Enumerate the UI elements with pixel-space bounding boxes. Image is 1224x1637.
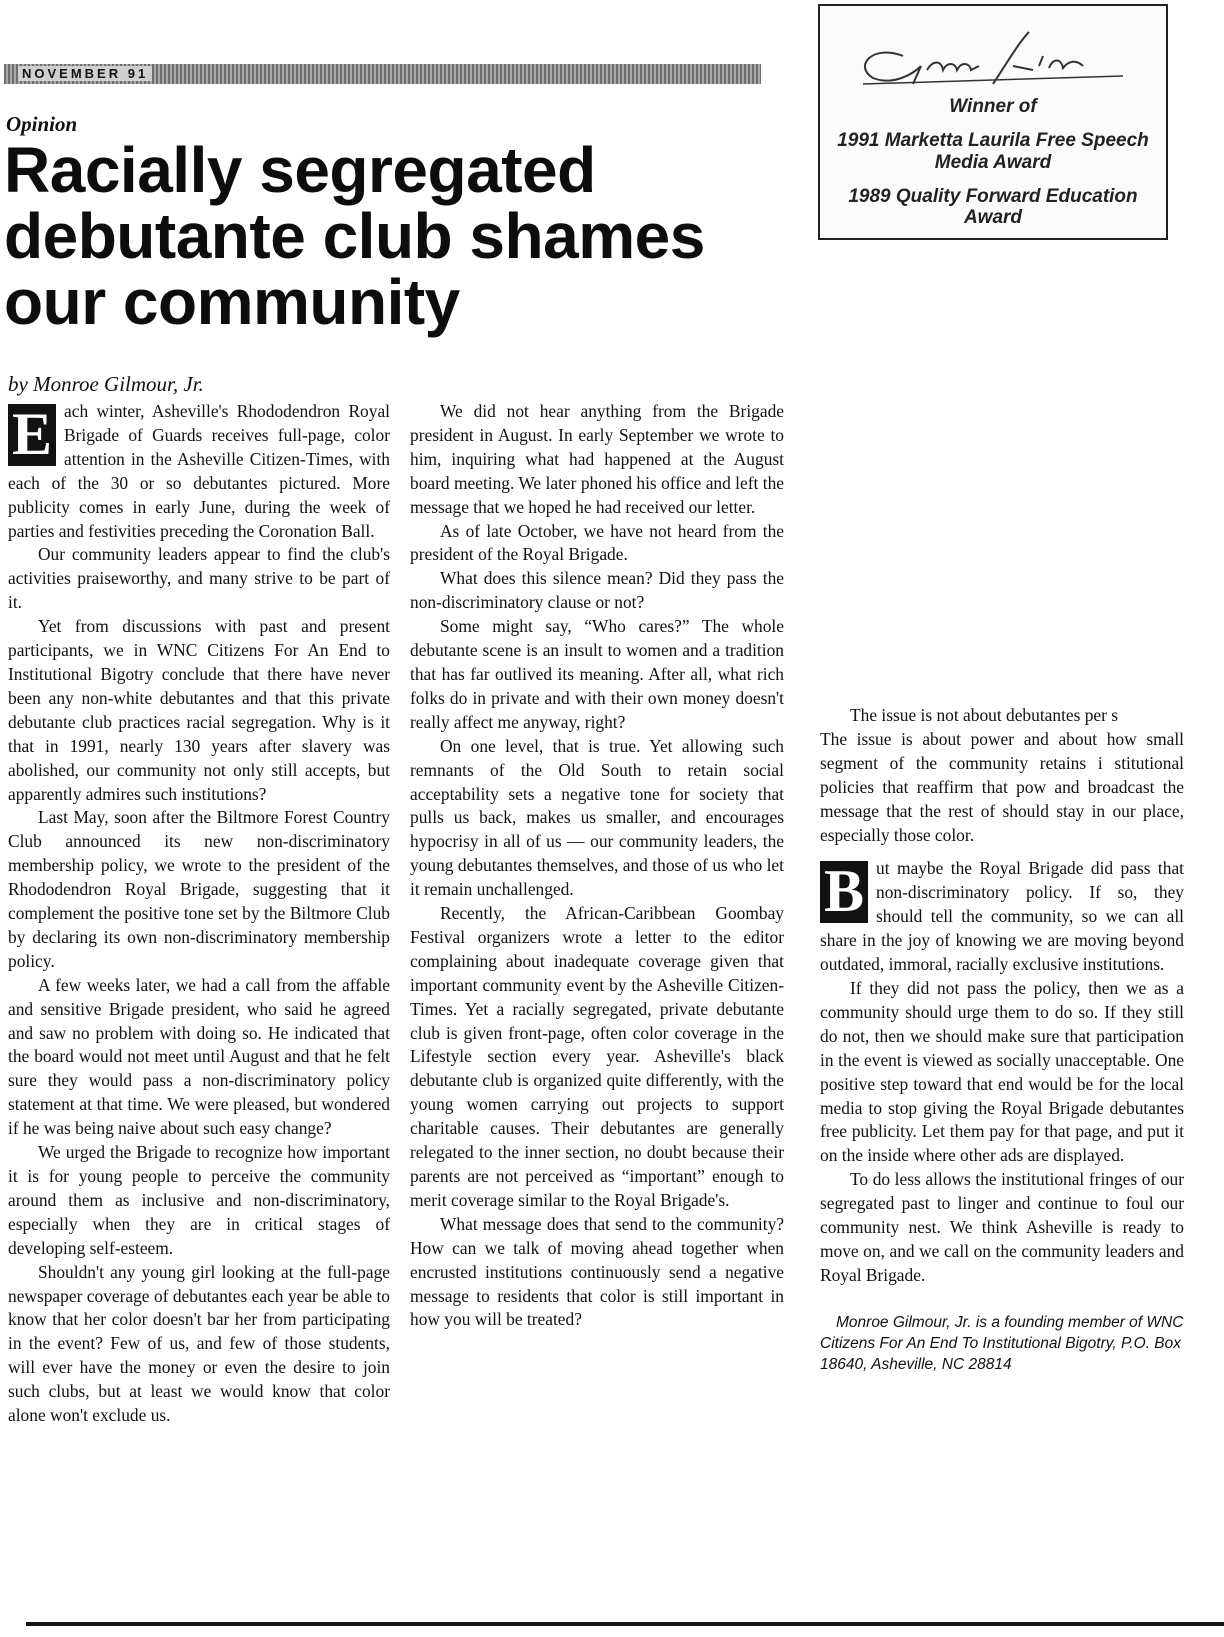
- paragraph: The issue is not about debutantes per s: [850, 705, 1119, 725]
- paragraph: To do less allows the institutional fringes of our segregated past to linger and continue to foul our community nest. We think Asheville is ready to move on, and we call on the community leaders and Royal Brigade.: [820, 1169, 1184, 1285]
- paragraph: E ach winter, Asheville's Rhododendron Royal Brigade of Guards receives full-page, color attention in the Asheville Citizen-Times, with each of the 30 or so debutantes pictured. More publicity comes in early June, during the week of parties and festivities preceding the Coronation Ball.: [8, 401, 390, 541]
- green-line-logo: [843, 26, 1143, 94]
- paragraph: A few weeks later, we had a call from the affable and sensitive Brigade president, who said he agreed and saw no problem with doing so. He indicated that the board would not meet until August and that he felt sure they would pass a non-discriminatory policy statement at that time. We were pleased, but wondered if he was being naive about such easy change?: [8, 974, 390, 1139]
- paragraph: Recently, the African-Caribbean Goombay Festival organizers wrote a letter to the editor complaining about inadequate coverage given that important community event by the Asheville Citizen-Times. Yet a racially segregated, private debutante club is given front-page, often color coverage in the Lifestyle section every year. Asheville's black debutante club is organized quite differently, with the young women carrying out projects to support charitable causes. Their debutantes are generally relegated to the inner section, no doubt because their parents are not perceived as “important” enough to merit coverage similar to the Royal Brigade's.: [410, 903, 784, 1210]
- byline: by Monroe Gilmour, Jr.: [8, 372, 204, 396]
- article-column-3: [820, 704, 1184, 1375]
- paragraph: As of late October, we have not heard from the president of the Royal Brigade.: [410, 520, 784, 565]
- paragraph: The issue is about power and about how small segment of the community retains i stitutional policies that reaffirm that pow and broadcast the message that the rest of should stay in our place, especially those color.: [820, 728, 1184, 845]
- award-2: 1989 Quality Forward Education Award: [848, 185, 1138, 229]
- drop-cap: B: [820, 861, 868, 923]
- article-column-2: [410, 400, 784, 1332]
- paragraph: Our community leaders appear to find the club's activities praiseworthy, and many strive to be part of it.: [8, 544, 390, 613]
- award-1: 1991 Marketta Laurila Free Speech Media Award: [837, 129, 1149, 173]
- paragraph: We urged the Brigade to recognize how important it is for young people to perceive the community around them as inclusive and non-discriminatory, especially when they are in critical stages of developing self-esteem.: [8, 1142, 390, 1258]
- paragraph: Yet from discussions with past and present participants, we in WNC Citizens For An End to Institutional Bigotry conclude that there have never been any non-white debutantes and that this private debutante club practices racial segregation. Why is it that in 1991, nearly 130 years after slavery was abolished, our community not only still accepts, but apparently admires such institutions?: [8, 616, 390, 804]
- award-winner: Winner of: [949, 96, 1037, 117]
- bottom-rule: [26, 1622, 1224, 1626]
- author-bio: Monroe Gilmour, Jr. is a founding member of WNC Citizens For An End To Institutional Bigotry, P.O. Box 18640, Asheville, NC 28814: [820, 1313, 1184, 1373]
- paragraph: What message does that send to the community? How can we talk of moving ahead together when encrusted institutions continuously send a negative message to residents that color is still important in how you will be treated?: [410, 1213, 784, 1330]
- paragraph: What does this silence mean? Did they pass the non-discriminatory clause or not?: [410, 568, 784, 613]
- paragraph: Some might say, “Who cares?” The whole debutante scene is an insult to women and a tradition that has far outlived its meaning. After all, what rich folks do in private and with their own money doesn't really affect me anyway, right?: [410, 616, 784, 732]
- paragraph: Shouldn't any young girl looking at the full-page newspaper coverage of debutantes each year be able to know that her color doesn't bar her from participating in the event? Few of us, and few of those students, will ever have the money or even the desire to join such clubs, but at least we would know that color alone won't exclude us.: [8, 1261, 390, 1426]
- paragraph: If they did not pass the policy, then we as a community should urge them to do so. If they still do not, then we should make sure that participation in the event is viewed as socially unacceptable. One positive step toward that end would be for the local media to stop giving the Royal Brigade debutantes free publicity. Let them pay for that page, and put it on the inside where other ads are displayed.: [820, 977, 1184, 1166]
- paragraph: B ut maybe the Royal Brigade did pass that non-discriminatory policy. If so, they should tell the community, so we can all share in the joy of knowing we are moving beyond outdated, immoral, racially exclusive institutions.: [820, 858, 1184, 975]
- section-label: Opinion: [6, 112, 78, 136]
- dateline-text: NOVEMBER 91: [18, 66, 152, 81]
- paragraph: Last May, soon after the Biltmore Forest Country Club announced its new non-discriminatory membership policy, we wrote to the president of the Rhododendron Royal Brigade, suggesting that it complement the positive tone set by the Biltmore Club by declaring its own non-discriminatory membership policy.: [8, 807, 390, 971]
- headline: Racially segregated debutante club shames our community: [4, 134, 705, 338]
- article-column-1: [8, 400, 390, 1428]
- award-box: [818, 4, 1168, 240]
- dateline-bar: [4, 64, 761, 84]
- drop-cap: E: [8, 404, 56, 466]
- paragraph: On one level, that is true. Yet allowing such remnants of the Old South to retain social acceptability sets a negative tone for society that pulls us back, makes us smaller, and encourages hypocrisy in all of us — our community leaders, the young debutantes themselves, and those of us who let it remain unchallenged.: [410, 735, 784, 900]
- paragraph: We did not hear anything from the Brigade president in August. In early September we wrote to him, inquiring what had happened at the August board meeting. We later phoned his office and left the message that we hoped he had received our letter.: [410, 401, 784, 517]
